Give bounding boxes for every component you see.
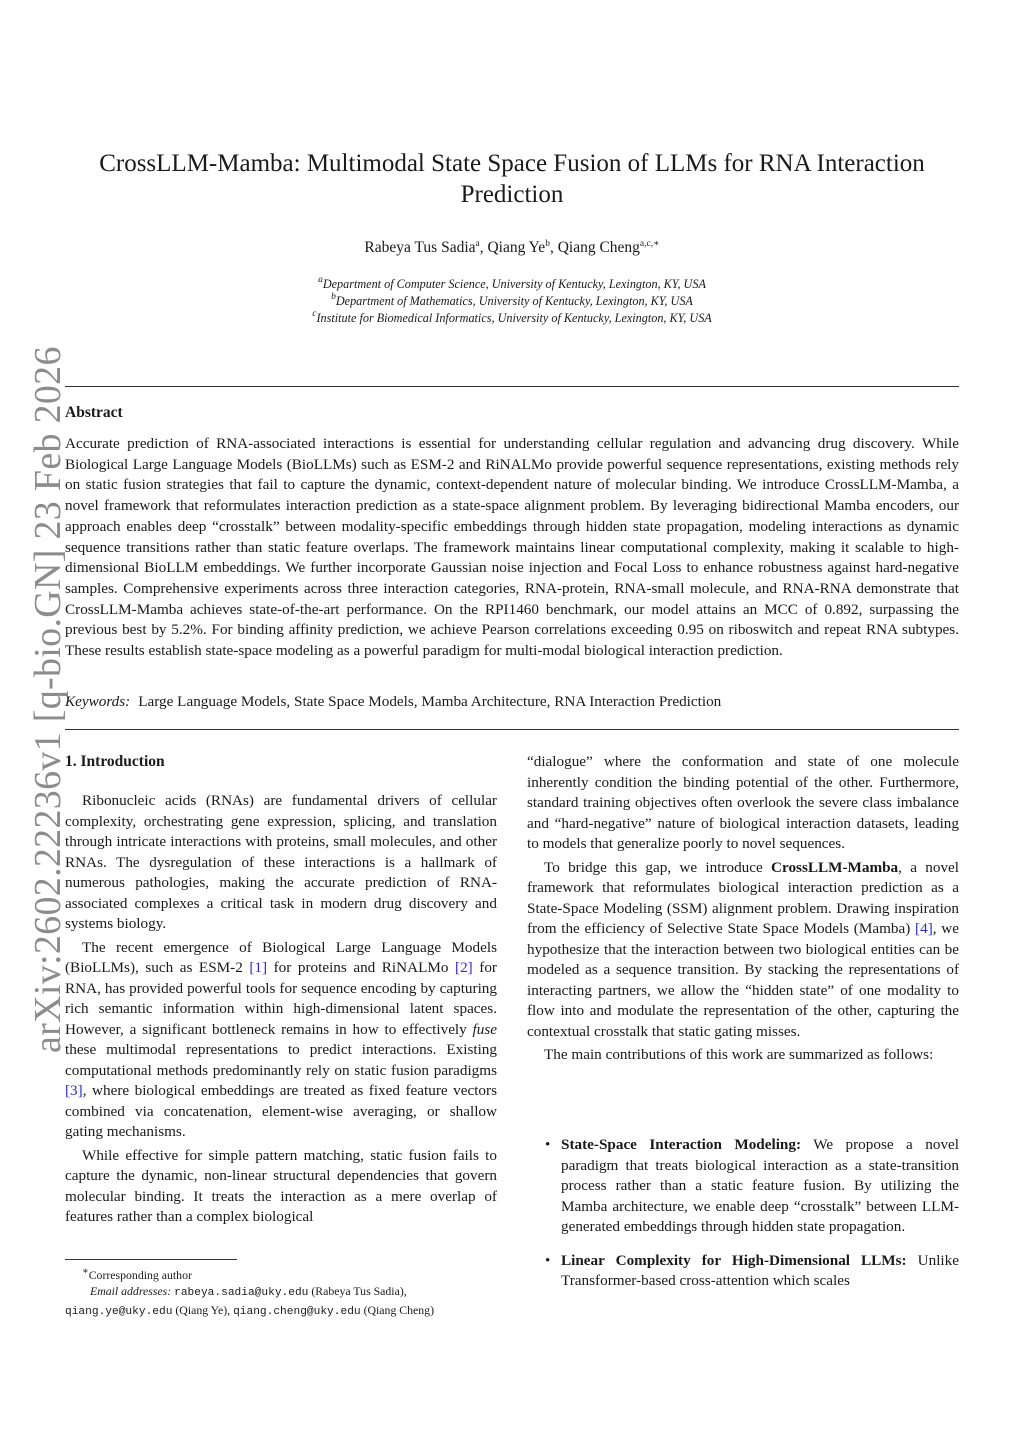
bullet-icon: • xyxy=(545,1136,551,1153)
citation-link-4[interactable]: [4] xyxy=(915,920,933,937)
title-line-2: Prediction xyxy=(460,181,564,208)
citation-link-1[interactable]: [1] xyxy=(249,959,268,976)
footnote-emails-line-1: Email addresses: rabeya.sadia@uky.edu (Rabeya Tus Sadia), xyxy=(90,1284,407,1300)
title-line-1: CrossLLM-Mamba: Multimodal State Space Fusion of LLMs for RNA Interaction xyxy=(99,150,925,177)
affiliation-list xyxy=(60,276,964,327)
paper-title xyxy=(60,148,964,210)
email-link-3[interactable]: qiang.cheng@uky.edu xyxy=(233,1305,361,1318)
author-2: Qiang Ye$^b$, xyxy=(487,239,558,256)
email-link-2[interactable]: qiang.ye@uky.edu xyxy=(65,1305,173,1318)
intro-paragraph-1: Ribonucleic acids (RNAs) are fundamental drivers of cellular complexity, orchestrating gene expression, splicing, and translation through intricate interactions with proteins, small molecules, and other RNAs. The dysregulation of these interactions is a hallmark of numerous pathologies, making the accurate prediction of RNA-associated complexes a critical task in modern drug discovery and systems biology. xyxy=(65,792,497,932)
intro-paragraph-2: The recent emergence of Biological Large Language Models (BioLLMs), such as ESM-2 [1] for proteins and RiNALMo [2] for RNA, has provided powerful tools for sequence encoding by capturing rich semantic information within high-dimensional latent spaces. However, a significant bottleneck remains in how to effectively fuse these multimodal representations to predict interactions. Existing computational methods predominantly rely on static fusion paradigms [3], where biological embeddings are treated as fixed feature vectors combined via concatenation, element-wise averaging, or shallow gating mechanisms. xyxy=(65,938,497,1140)
intro-paragraph-3: While effective for simple pattern matching, static fusion fails to capture the dynamic, non-linear structural dependencies that govern molecular binding. It treats the interaction as a mere overlap of features rather than a complex biological xyxy=(65,1146,497,1225)
bullet-icon: • xyxy=(545,1251,551,1269)
keywords xyxy=(65,692,959,712)
contribution-item: • Linear Complexity for High-Dimensional LLMs: Unlike Transformer-based cross-attention which scales xyxy=(545,1251,959,1289)
intro-paragraph-5: To bridge this gap, we introduce CrossLLM-Mamba, a novel framework that reformulates biological interaction prediction as a State-Space Modeling (SSM) alignment problem. Drawing inspiration from the efficiency of Selective State Space Models (Mamba) [4], we hypothesize that the interaction between two biological entities can be modeled as a sequence transition. By stacking the representations of interacting partners, we allow the “hidden state” of one modality to flow into and modulate the representation of the other, capturing the contextual crosstalk that static gating misses. xyxy=(527,858,959,1040)
footnote-corresponding: ∗Corresponding author xyxy=(82,1266,192,1282)
author-1: Rabeya Tus Sadia$^a$, xyxy=(364,239,488,256)
intro-paragraph-6: The main contributions of this work are summarized as follows: xyxy=(544,1046,934,1063)
author-list xyxy=(60,238,964,258)
author-3: Qiang Cheng$^{a,c,∗}$ xyxy=(557,239,660,256)
email-link-1[interactable]: rabeya.sadia@uky.edu xyxy=(174,1287,309,1300)
abstract-text: Accurate prediction of RNA-associated interactions is essential for understanding cellular regulation and advancing drug discovery. While Biological Large Language Models (BioLLMs) such as ESM-2 and RiNALMo provide powerful sequence representations, existing methods rely on static fusion strategies that fail to capture the dynamic, context-dependent nature of molecular binding. We introduce CrossLLM-Mamba, a novel framework that reformulates interaction prediction as a state-space alignment problem. By leveraging bidirectional Mamba encoders, our approach enables deep “crosstalk” between modality-specific embeddings through hidden state propagation, modeling interactions as dynamic sequence transitions rather than static feature overlaps. The framework maintains linear computational complexity, making it scalable to high-dimensional BioLLM embeddings. We further incorporate Gaussian noise injection and Focal Loss to enhance robustness against hard-negative samples. Comprehensive experiments across three interaction categories, RNA-protein, RNA-small molecule, and RNA-RNA demonstrate that CrossLLM-Mamba achieves state-of-the-art performance. On the RPI1460 benchmark, our model attains an MCC of 0.892, surpassing the previous best by 5.2%. For binding affinity prediction, we achieve Pearson correlations exceeding 0.95 on riboswitch and repeat RNA subtypes. These results establish state-space modeling as a powerful paradigm for multi-modal biological interaction prediction. xyxy=(65,435,959,660)
abstract-top-rule xyxy=(65,386,959,387)
affiliation-b: $^b$Department of Mathematics, University of Kentucky, Lexington, KY, USA xyxy=(331,292,693,308)
keywords-text: Large Language Models, State Space Models, Mamba Architecture, RNA Interaction Prediction xyxy=(138,693,722,710)
abstract-bottom-rule xyxy=(65,729,959,730)
keywords-label: Keywords: xyxy=(65,693,131,710)
citation-link-2[interactable]: [2] xyxy=(455,959,473,976)
section-heading-introduction: 1. Introduction xyxy=(65,753,165,770)
contribution-item: • State-Space Interaction Modeling: We propose a novel paradigm that treats biological interaction as a state-transition process rather than a static feature fusion. By utilizing the Mamba architecture, we enable deep “crosstalk” between LLM-generated embeddings through hidden state propagation. xyxy=(545,1136,959,1235)
contributions-list xyxy=(527,1135,959,1292)
footnote-emails-line-2: qiang.ye@uky.edu (Qiang Ye), qiang.cheng@uky.edu (Qiang Cheng) xyxy=(65,1302,435,1318)
abstract-heading: Abstract xyxy=(65,404,123,421)
arxiv-identifier-stamp: arXiv:2602.22236v1 [q-bio.GN] 23 Feb 2026 xyxy=(27,346,69,1053)
footnote xyxy=(65,1264,497,1320)
left-column xyxy=(65,752,497,1228)
right-column xyxy=(527,752,959,1066)
intro-paragraph-4: “dialogue” where the conformation and state of one molecule inherently condition the binding potential of the other. Furthermore, standard training objectives often overlook the severe class imbalance and “hard-negative” nature of biological interaction datasets, leading to models that generalize poorly to novel sequences. xyxy=(527,753,959,852)
affiliation-a: $^a$Department of Computer Science, University of Kentucky, Lexington, KY, USA xyxy=(318,275,706,291)
citation-link-3[interactable]: [3] xyxy=(65,1082,83,1099)
affiliation-c: $^c$Institute for Biomedical Informatics, University of Kentucky, Lexington, KY, USA xyxy=(312,309,712,325)
footnote-rule xyxy=(65,1259,237,1260)
